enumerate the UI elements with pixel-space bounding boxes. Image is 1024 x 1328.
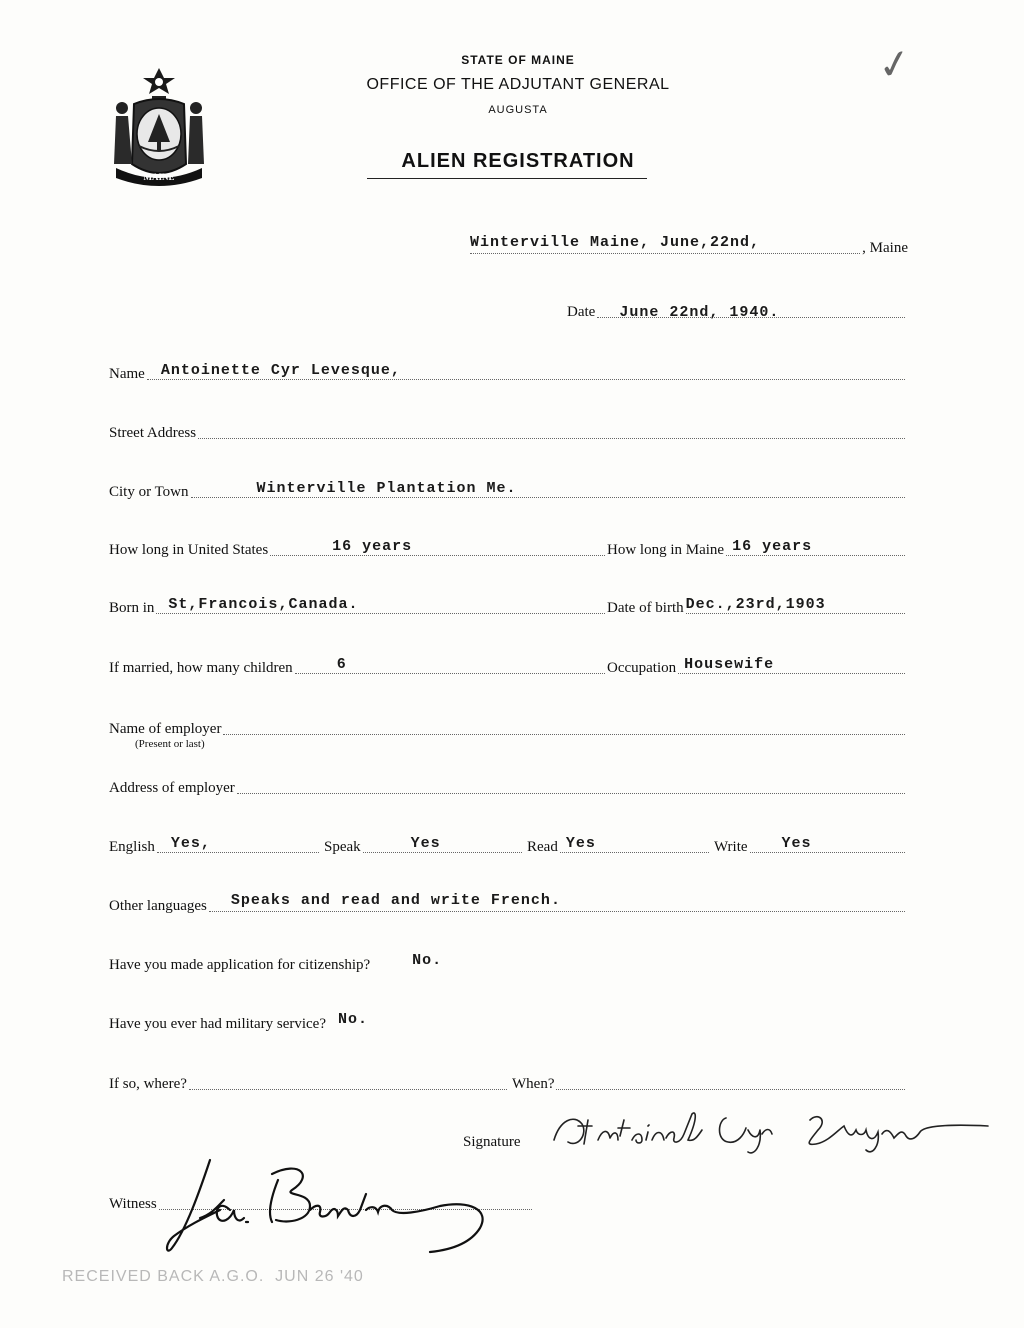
other-languages-row <box>109 892 907 915</box>
check-mark-icon: ✓ <box>874 39 916 91</box>
dob-label: Date of birth <box>607 600 684 616</box>
city-label: City or Town <box>109 484 189 500</box>
citizenship-row <box>109 952 907 974</box>
speak-label: Speak <box>324 839 361 855</box>
city-value: Winterville Plantation Me. <box>256 480 517 497</box>
how-long-us-value: 16 years <box>332 538 413 555</box>
employer-row <box>109 721 907 738</box>
name-row <box>109 362 907 383</box>
english-value: Yes, <box>170 835 211 852</box>
english-label: English <box>109 839 155 855</box>
how-long-us-row <box>109 538 607 559</box>
witness-label: Witness <box>109 1196 157 1212</box>
read-row <box>527 835 711 856</box>
how-long-maine-row <box>607 538 907 559</box>
write-value: Yes <box>781 835 812 852</box>
seal-text: MAINE <box>143 172 175 182</box>
signature-label: Signature <box>463 1134 521 1150</box>
form-title: ALIEN REGISTRATION <box>401 150 635 172</box>
write-label: Write <box>714 839 748 855</box>
military-label: Have you ever had military service? <box>109 1016 326 1032</box>
write-row <box>714 835 907 856</box>
place-value: Winterville Maine, June,22nd, <box>470 234 761 251</box>
dob-value: Dec.,23rd,1903 <box>685 596 826 613</box>
how-long-maine-value: 16 years <box>732 538 813 555</box>
header-state: STATE OF MAINE <box>461 53 575 67</box>
read-label: Read <box>527 839 558 855</box>
header-city: AUGUSTA <box>488 104 548 116</box>
children-value: 6 <box>336 656 347 673</box>
speak-value: Yes <box>410 835 441 852</box>
where-label: If so, where? <box>109 1076 187 1092</box>
received-stamp: RECEIVED BACK A.G.O. JUN 26 '40 <box>62 1268 364 1285</box>
employer-address-row <box>109 780 907 797</box>
street-row <box>109 425 907 442</box>
children-row <box>109 656 607 677</box>
title-underline <box>367 178 647 179</box>
city-row <box>109 480 907 501</box>
occupation-value: Housewife <box>684 656 775 673</box>
military-value: No. <box>338 1011 369 1028</box>
employer-label: Name of employer <box>109 721 222 737</box>
born-in-value: St,Francois,Canada. <box>168 596 359 613</box>
when-label: When? <box>512 1076 555 1092</box>
citizenship-label: Have you made application for citizenship? <box>109 957 371 973</box>
signature-image <box>548 1090 998 1160</box>
read-value: Yes <box>565 835 596 852</box>
english-row <box>109 835 321 856</box>
employer-address-label: Address of employer <box>109 780 235 796</box>
where-row <box>109 1076 509 1093</box>
born-in-row <box>109 596 607 617</box>
occupation-label: Occupation <box>607 660 677 676</box>
children-label: If married, how many children <box>109 660 293 676</box>
military-row <box>109 1011 609 1033</box>
witness-signature-image <box>160 1140 520 1260</box>
name-label: Name <box>109 366 145 382</box>
date-row <box>567 304 907 321</box>
date-value: June 22nd, 1940. <box>619 304 780 321</box>
citizenship-value: No. <box>412 952 443 969</box>
occupation-row <box>607 656 907 677</box>
employer-sublabel: (Present or last) <box>135 738 205 750</box>
how-long-us-label: How long in United States <box>109 542 269 558</box>
born-in-label: Born in <box>109 600 155 616</box>
name-value: Antoinette Cyr Levesque, <box>160 362 401 379</box>
header-office: OFFICE OF THE ADJUTANT GENERAL <box>366 76 670 93</box>
place-suffix: , Maine <box>862 240 908 256</box>
how-long-maine-label: How long in Maine <box>607 542 725 558</box>
date-label: Date <box>567 304 596 320</box>
speak-row <box>324 835 524 856</box>
dob-row <box>607 596 907 617</box>
other-languages-value: Speaks and read and write French. <box>230 892 561 909</box>
place-row <box>468 234 908 257</box>
other-languages-label: Other languages <box>109 898 207 914</box>
street-label: Street Address <box>109 425 197 441</box>
